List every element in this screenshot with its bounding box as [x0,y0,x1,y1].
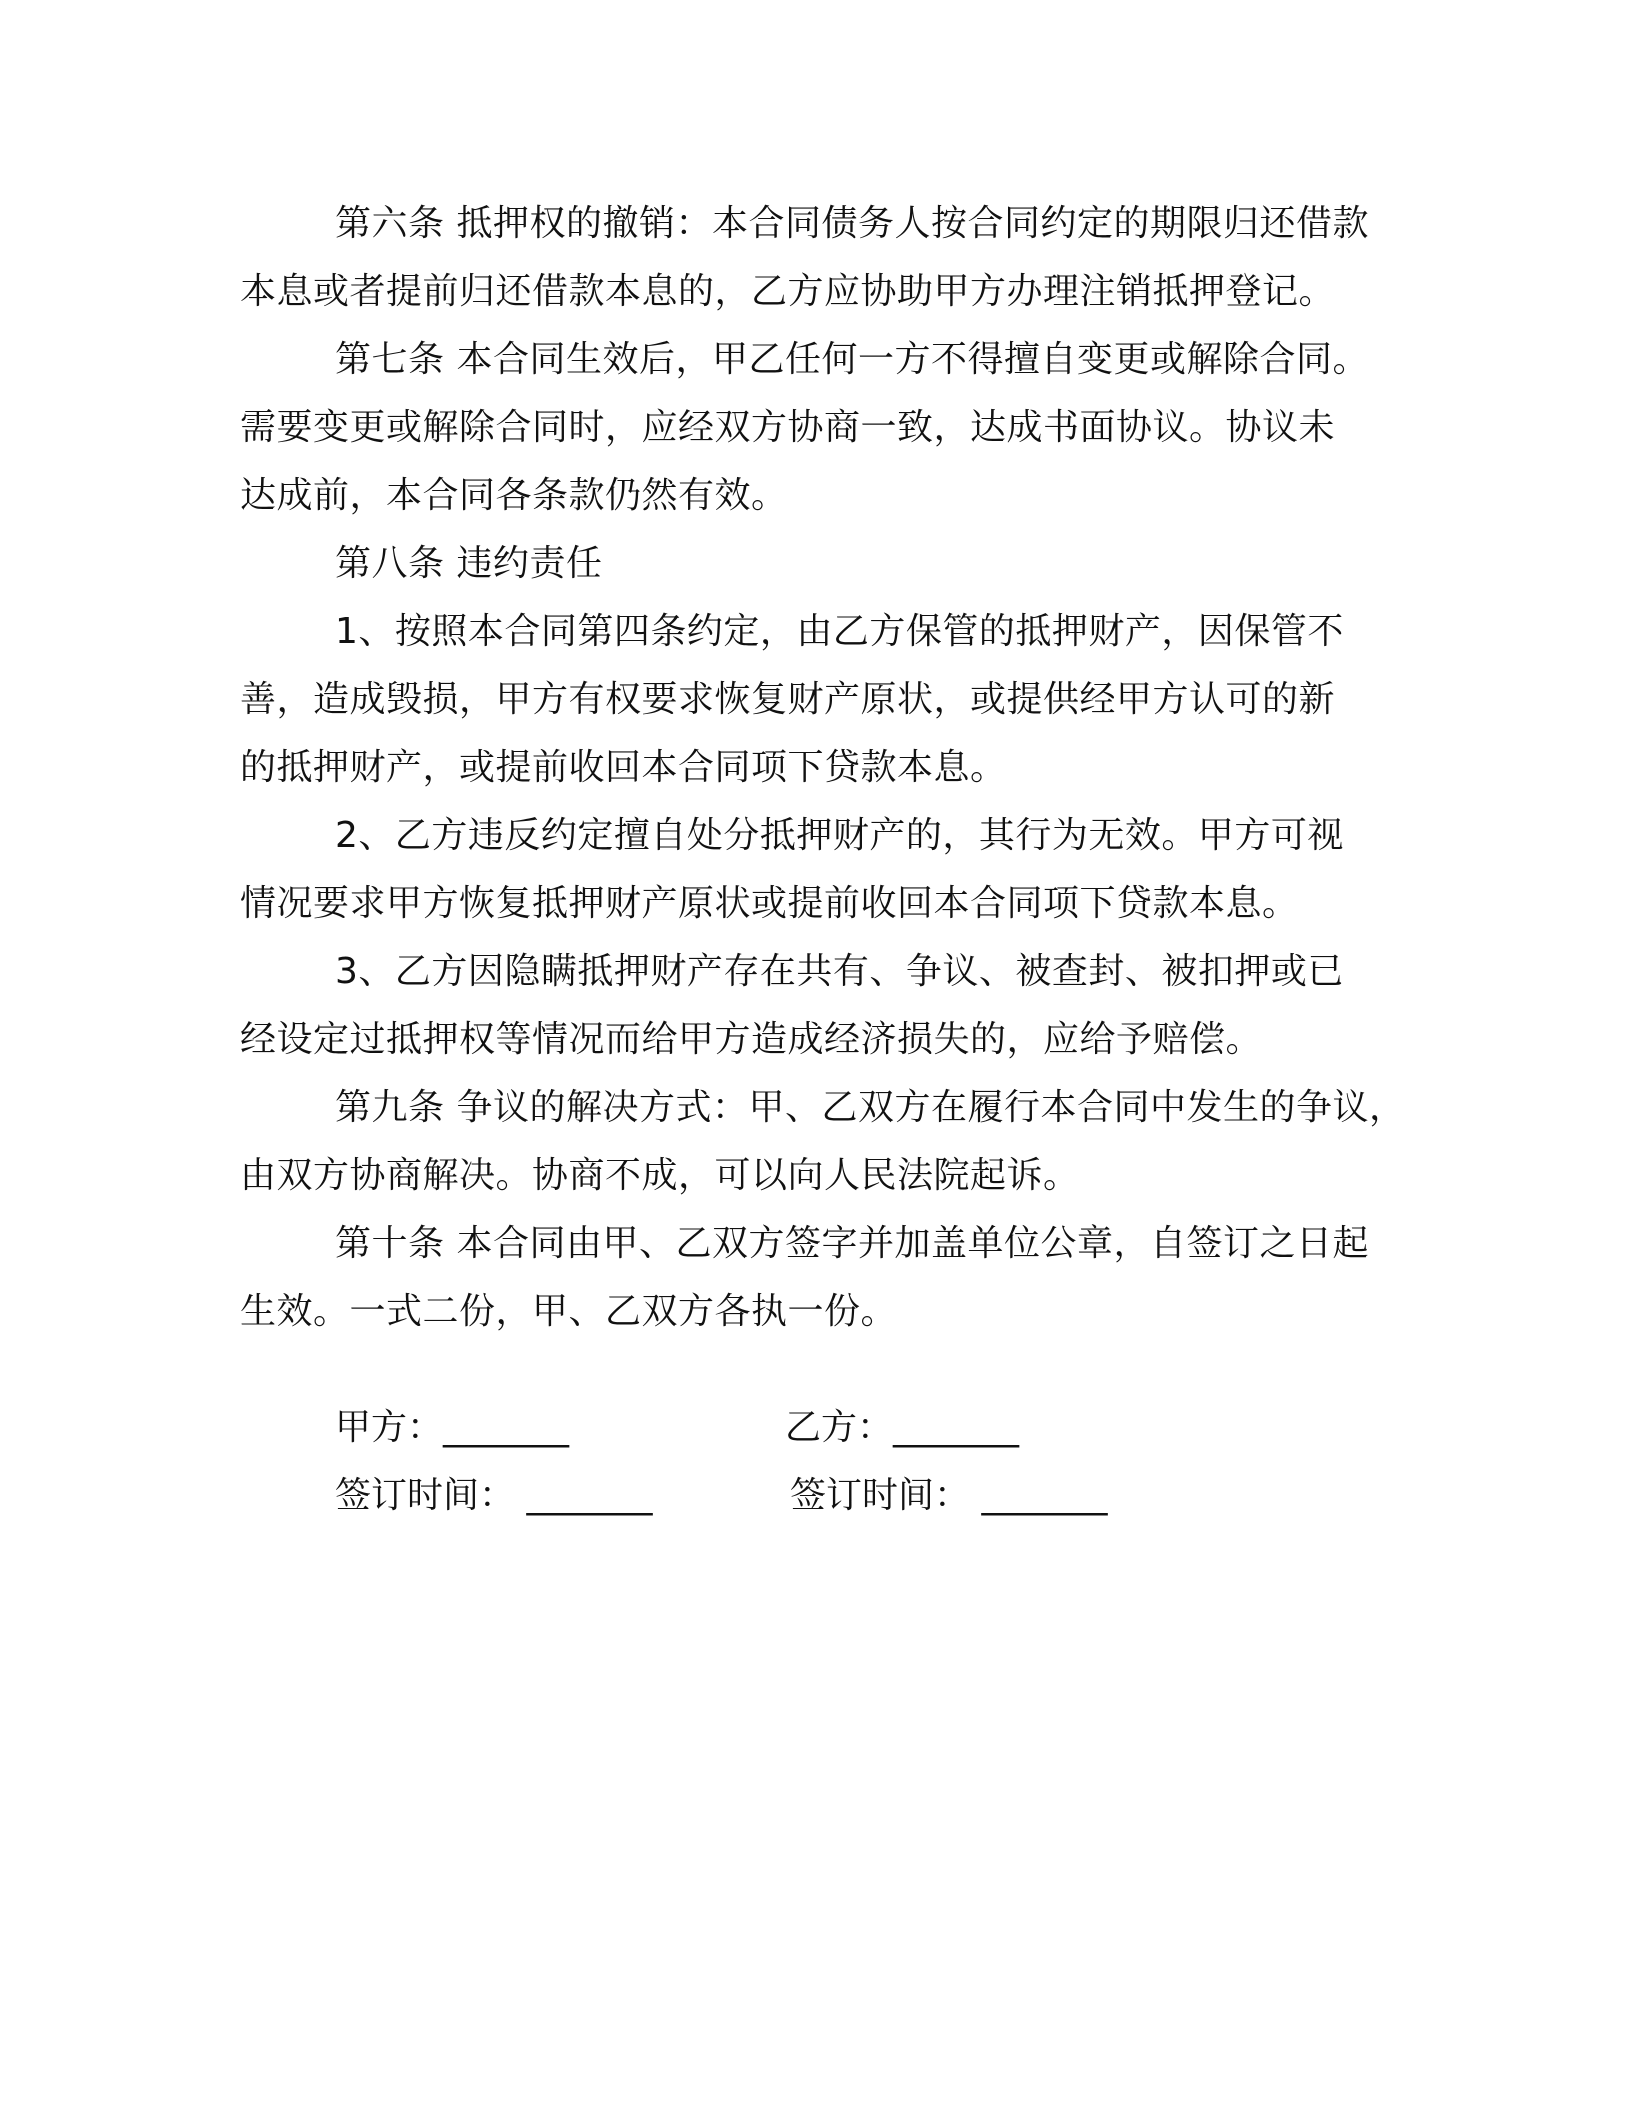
signature-block [335,1394,1235,1530]
contract-line: 第九条 争议的解决方式：甲、乙双方在履行本合同中发生的争议， [335,1087,1406,1128]
section-heading: 第八条 违约责任 [335,543,603,584]
signature-date-row [335,1462,1235,1530]
contract-line: 第六条 抵押权的撤销：本合同债务人按合同约定的期限归还借款 [335,203,1369,244]
contract-line: 由双方协商解决。协商不成，可以向人民法院起诉。 [240,1155,1080,1196]
contract-line: 第七条 本合同生效后，甲乙任何一方不得擅自变更或解除合同。 [335,339,1369,380]
contract-line: 善，造成毁损，甲方有权要求恢复财产原状，或提供经甲方认可的新 [240,679,1336,720]
contract-line: 生效。一式二份，甲、乙双方各执一份。 [240,1291,898,1332]
contract-line: 达成前，本合同各条款仍然有效。 [240,475,788,516]
party-a-signature: 甲方：_______ [335,1407,570,1448]
contract-line: 第十条 本合同由甲、乙双方签字并加盖单位公章，自签订之日起 [335,1223,1369,1264]
contract-line: 2、乙方违反约定擅自处分抵押财产的，其行为无效。甲方可视 [335,815,1344,856]
contract-body [240,190,1420,1346]
contract-line: 经设定过抵押权等情况而给甲方造成经济损失的，应给予赔偿。 [240,1019,1263,1060]
contract-line: 本息或者提前归还借款本息的，乙方应协助甲方办理注销抵押登记。 [240,271,1336,312]
party-b-signature: 乙方：_______ [785,1407,1020,1448]
signature-party-row [335,1394,1235,1462]
contract-line: 3、乙方因隐瞒抵押财产存在共有、争议、被查封、被扣押或已 [335,951,1344,992]
party-a-sign-date: 签订时间： _______ [335,1475,653,1516]
contract-line: 情况要求甲方恢复抵押财产原状或提前收回本合同项下贷款本息。 [240,883,1299,924]
party-b-sign-date: 签订时间： _______ [790,1475,1108,1516]
contract-line: 1、按照本合同第四条约定，由乙方保管的抵押财产，因保管不 [335,611,1344,652]
contract-line: 需要变更或解除合同时，应经双方协商一致，达成书面协议。协议未 [240,407,1336,448]
contract-line: 的抵押财产，或提前收回本合同项下贷款本息。 [240,747,1007,788]
